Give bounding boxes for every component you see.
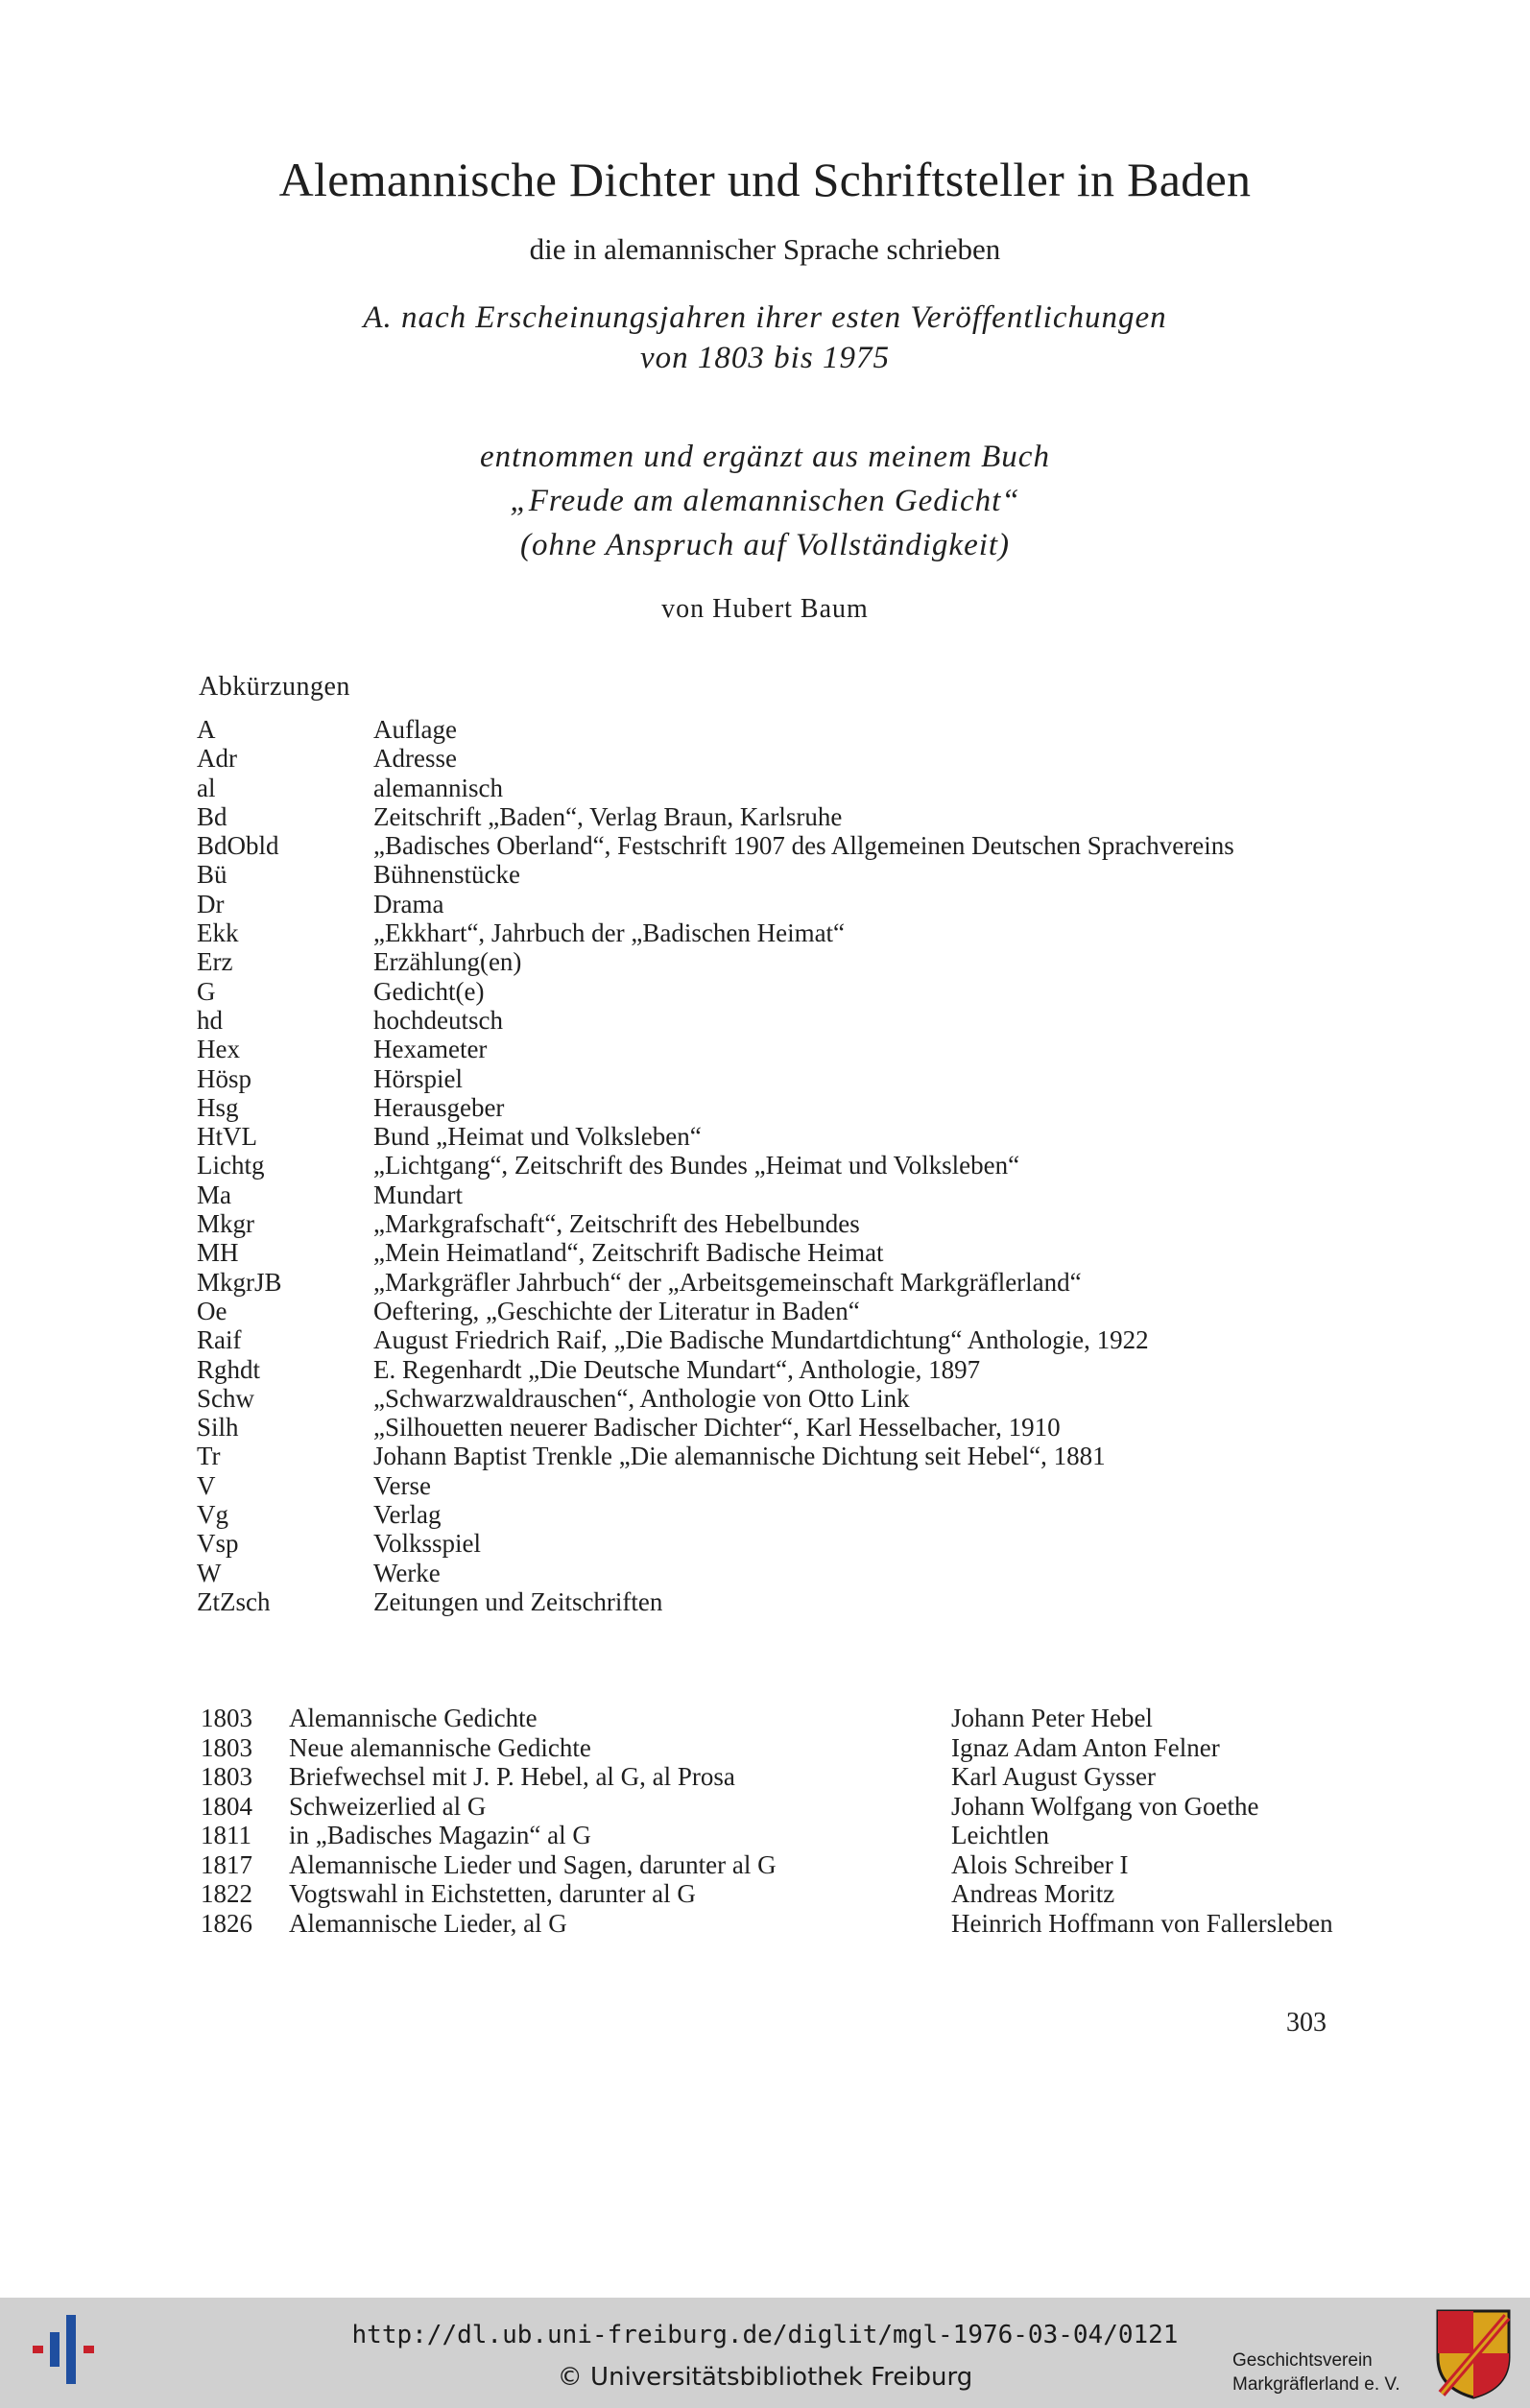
abbreviation-key: Hex bbox=[197, 1035, 240, 1064]
abbreviation-meaning: „Lichtgang“, Zeitschrift des Bundes „Heimat und Volksleben“ bbox=[373, 1151, 1020, 1180]
abbreviation-key: Lichtg bbox=[197, 1151, 265, 1180]
abbreviation-row bbox=[197, 947, 1349, 976]
page-subtitle: die in alemannischer Sprache schrieben bbox=[529, 232, 1001, 266]
source-note-line-3: (ohne Anspruch auf Vollständigkeit) bbox=[519, 528, 1011, 562]
abbreviation-meaning: Mundart bbox=[373, 1180, 463, 1209]
abbreviation-key: Mkgr bbox=[197, 1209, 254, 1239]
abbreviation-key: V bbox=[197, 1470, 216, 1500]
abbreviation-meaning: hochdeutsch bbox=[373, 1005, 503, 1035]
abbreviation-key: Silh bbox=[197, 1413, 239, 1442]
publication-work: Briefwechsel mit J. P. Hebel, al G, al Prosa bbox=[289, 1762, 735, 1791]
publication-year: 1826 bbox=[201, 1908, 252, 1938]
abbreviation-meaning: „Badisches Oberland“, Festschrift 1907 des Allgemeinen Deutschen Sprachvereins bbox=[373, 831, 1234, 861]
publication-row bbox=[201, 1821, 1352, 1850]
abbreviation-key: W bbox=[197, 1558, 222, 1587]
publication-work: Alemannische Gedichte bbox=[289, 1704, 538, 1732]
abbreviation-row bbox=[197, 802, 1349, 831]
abbreviation-row bbox=[197, 1587, 1349, 1616]
abbreviation-row bbox=[197, 774, 1349, 802]
publication-author: Andreas Moritz bbox=[951, 1879, 1115, 1908]
abbreviation-meaning: alemannisch bbox=[373, 773, 503, 802]
abbreviation-key: Ma bbox=[197, 1180, 231, 1209]
abbreviation-meaning: Drama bbox=[373, 889, 444, 918]
abbreviation-meaning: Johann Baptist Trenkle „Die alemannische Dichtung seit Hebel“, 1881 bbox=[373, 1442, 1106, 1471]
abbreviation-meaning: Gedicht(e) bbox=[373, 976, 485, 1006]
publication-row bbox=[201, 1792, 1352, 1822]
footer-url-link[interactable]: http://dl.ub.uni-freiburg.de/diglit/mgl-1976-03-04/0121 bbox=[351, 2321, 1179, 2349]
publications-list bbox=[201, 1704, 1352, 1938]
abbreviation-key: Bd bbox=[197, 801, 227, 831]
source-note-line-1: entnommen und ergänzt aus meinem Buch bbox=[480, 440, 1050, 474]
abbreviation-key: MkgrJB bbox=[197, 1267, 282, 1297]
abbreviation-row bbox=[197, 831, 1349, 860]
abbreviation-meaning: Werke bbox=[373, 1558, 441, 1587]
abbreviation-row bbox=[197, 1035, 1349, 1063]
publication-year: 1817 bbox=[201, 1849, 252, 1879]
abbreviation-key: G bbox=[197, 976, 216, 1006]
abbreviation-row bbox=[197, 977, 1349, 1006]
publication-row bbox=[201, 1879, 1352, 1909]
abbreviation-key: Hösp bbox=[197, 1063, 252, 1093]
abbreviation-row bbox=[197, 1384, 1349, 1413]
abbreviation-row bbox=[197, 1413, 1349, 1442]
abbreviation-key: BdObld bbox=[197, 831, 279, 861]
abbreviation-key: Rghdt bbox=[197, 1354, 261, 1384]
abbreviation-meaning: Hörspiel bbox=[373, 1063, 463, 1093]
abbreviation-row bbox=[197, 890, 1349, 918]
publication-author: Johann Peter Hebel bbox=[951, 1704, 1153, 1732]
abbreviation-row bbox=[197, 1238, 1349, 1267]
abbreviation-key: ZtZsch bbox=[197, 1586, 271, 1616]
abbreviation-row bbox=[197, 918, 1349, 947]
section-heading-line-1: A. nach Erscheinungsjahren ihrer esten Veröffentlichungen bbox=[363, 300, 1167, 335]
publication-year: 1803 bbox=[201, 1704, 252, 1732]
abbreviation-row bbox=[197, 715, 1349, 744]
society-name-line-2: Markgräflerland e. V. bbox=[1232, 2374, 1400, 2395]
publication-author: Ignaz Adam Anton Felner bbox=[951, 1732, 1220, 1762]
abbreviation-key: HtVL bbox=[197, 1122, 257, 1152]
abbreviation-row bbox=[197, 1268, 1349, 1297]
publication-work: Neue alemannische Gedichte bbox=[289, 1732, 591, 1762]
publication-year: 1822 bbox=[201, 1879, 252, 1908]
abbreviation-meaning: „Mein Heimatland“, Zeitschrift Badische Heimat bbox=[373, 1238, 884, 1268]
abbreviation-row bbox=[197, 1559, 1349, 1587]
abbreviation-meaning: Verlag bbox=[373, 1500, 442, 1530]
abbreviation-key: Vg bbox=[197, 1500, 228, 1530]
coat-of-arms-icon bbox=[1434, 2307, 1513, 2399]
abbreviation-key: Adr bbox=[197, 744, 237, 774]
publication-work: in „Badisches Magazin“ al G bbox=[289, 1821, 591, 1849]
source-note-line-2: „Freude am alemannischen Gedicht“ bbox=[510, 484, 1020, 518]
publication-row bbox=[201, 1762, 1352, 1792]
abbreviation-meaning: Hexameter bbox=[373, 1035, 488, 1064]
abbreviation-row bbox=[197, 744, 1349, 773]
abbreviation-meaning: Bund „Heimat und Volksleben“ bbox=[373, 1122, 702, 1152]
abbreviation-key: MH bbox=[197, 1238, 239, 1268]
publication-year: 1811 bbox=[201, 1821, 251, 1849]
publication-row bbox=[201, 1733, 1352, 1763]
abbreviation-key: al bbox=[197, 773, 216, 802]
publication-work: Alemannische Lieder, al G bbox=[289, 1908, 567, 1938]
publication-row bbox=[201, 1704, 1352, 1733]
abbreviation-key: Raif bbox=[197, 1325, 242, 1355]
abbreviation-row bbox=[197, 1209, 1349, 1238]
abbreviation-key: Oe bbox=[197, 1296, 227, 1325]
abbreviation-meaning: Verse bbox=[373, 1470, 431, 1500]
abbreviation-row bbox=[197, 1297, 1349, 1325]
abbreviation-row bbox=[197, 1529, 1349, 1558]
abbreviation-meaning: „Markgräfler Jahrbuch“ der „Arbeitsgemeinschaft Markgräflerland“ bbox=[373, 1267, 1082, 1297]
publication-row bbox=[201, 1909, 1352, 1939]
abbreviation-key: hd bbox=[197, 1005, 223, 1035]
publication-row bbox=[201, 1850, 1352, 1880]
abbreviation-key: Erz bbox=[197, 947, 233, 977]
abbreviation-key: Schw bbox=[197, 1383, 254, 1413]
abbreviation-key: Tr bbox=[197, 1442, 221, 1471]
abbreviation-key: Hsg bbox=[197, 1092, 239, 1122]
publication-author: Johann Wolfgang von Goethe bbox=[951, 1791, 1259, 1821]
publication-author: Karl August Gysser bbox=[951, 1762, 1156, 1791]
abbreviation-row bbox=[197, 1442, 1349, 1470]
author-line: von Hubert Baum bbox=[661, 594, 869, 624]
abbreviation-key: Ekk bbox=[197, 918, 239, 948]
publication-year: 1804 bbox=[201, 1791, 252, 1821]
society-name-line-1: Geschichtsverein bbox=[1232, 2350, 1373, 2371]
page-number: 303 bbox=[1286, 2008, 1327, 2038]
publication-work: Alemannische Lieder und Sagen, darunter al G bbox=[289, 1849, 777, 1879]
abbreviation-key: Dr bbox=[197, 889, 225, 918]
abbreviation-meaning: „Silhouetten neuerer Badischer Dichter“, Karl Hesselbacher, 1910 bbox=[373, 1413, 1061, 1442]
abbreviation-row bbox=[197, 860, 1349, 889]
section-heading-line-2: von 1803 bis 1975 bbox=[640, 341, 890, 375]
abbreviation-row bbox=[197, 1471, 1349, 1500]
publication-author: Alois Schreiber I bbox=[951, 1849, 1129, 1879]
abbreviations-list bbox=[197, 715, 1349, 1616]
abbreviation-key: A bbox=[197, 715, 216, 744]
abbreviation-row bbox=[197, 1180, 1349, 1209]
publication-work: Schweizerlied al G bbox=[289, 1791, 487, 1821]
publication-work: Vogtswahl in Eichstetten, darunter al G bbox=[289, 1879, 696, 1908]
publication-year: 1803 bbox=[201, 1732, 252, 1762]
abbreviation-row bbox=[197, 1151, 1349, 1180]
abbreviation-meaning: Erzählung(en) bbox=[373, 947, 522, 977]
abbreviation-meaning: August Friedrich Raif, „Die Badische Mundartdichtung“ Anthologie, 1922 bbox=[373, 1325, 1149, 1355]
abbreviation-key: Bü bbox=[197, 860, 227, 890]
abbreviation-meaning: „Ekkhart“, Jahrbuch der „Badischen Heimat“ bbox=[373, 918, 846, 948]
abbreviation-meaning: Bühnenstücke bbox=[373, 860, 520, 890]
abbreviation-row bbox=[197, 1355, 1349, 1384]
abbreviation-row bbox=[197, 1093, 1349, 1122]
abbreviation-meaning: „Markgrafschaft“, Zeitschrift des Hebelbundes bbox=[373, 1209, 860, 1239]
abbreviation-meaning: Adresse bbox=[373, 744, 457, 774]
abbreviation-row bbox=[197, 1122, 1349, 1151]
abbreviation-meaning: Zeitungen und Zeitschriften bbox=[373, 1586, 663, 1616]
abbreviation-meaning: Zeitschrift „Baden“, Verlag Braun, Karlsruhe bbox=[373, 801, 843, 831]
abbreviation-row bbox=[197, 1064, 1349, 1093]
abbreviation-key: Vsp bbox=[197, 1529, 239, 1559]
abbreviation-row bbox=[197, 1006, 1349, 1035]
abbreviation-meaning: Auflage bbox=[373, 715, 457, 744]
footer-copyright: © Universitätsbibliothek Freiburg bbox=[557, 2363, 973, 2392]
abbreviation-meaning: Oeftering, „Geschichte der Literatur in Baden“ bbox=[373, 1296, 860, 1325]
abbreviation-row bbox=[197, 1325, 1349, 1354]
abbreviation-meaning: „Schwarzwaldrauschen“, Anthologie von Otto Link bbox=[373, 1383, 910, 1413]
abbreviation-meaning: Volksspiel bbox=[373, 1529, 482, 1559]
publication-year: 1803 bbox=[201, 1762, 252, 1791]
abbreviation-row bbox=[197, 1500, 1349, 1529]
publication-author: Heinrich Hoffmann von Fallersleben bbox=[951, 1908, 1333, 1938]
abbreviation-meaning: Herausgeber bbox=[373, 1092, 505, 1122]
publication-author: Leichtlen bbox=[951, 1821, 1049, 1849]
abbreviations-heading: Abkürzungen bbox=[199, 672, 350, 702]
page-title: Alemannische Dichter und Schriftsteller in Baden bbox=[278, 153, 1252, 206]
abbreviation-meaning: E. Regenhardt „Die Deutsche Mundart“, Anthologie, 1897 bbox=[373, 1354, 981, 1384]
